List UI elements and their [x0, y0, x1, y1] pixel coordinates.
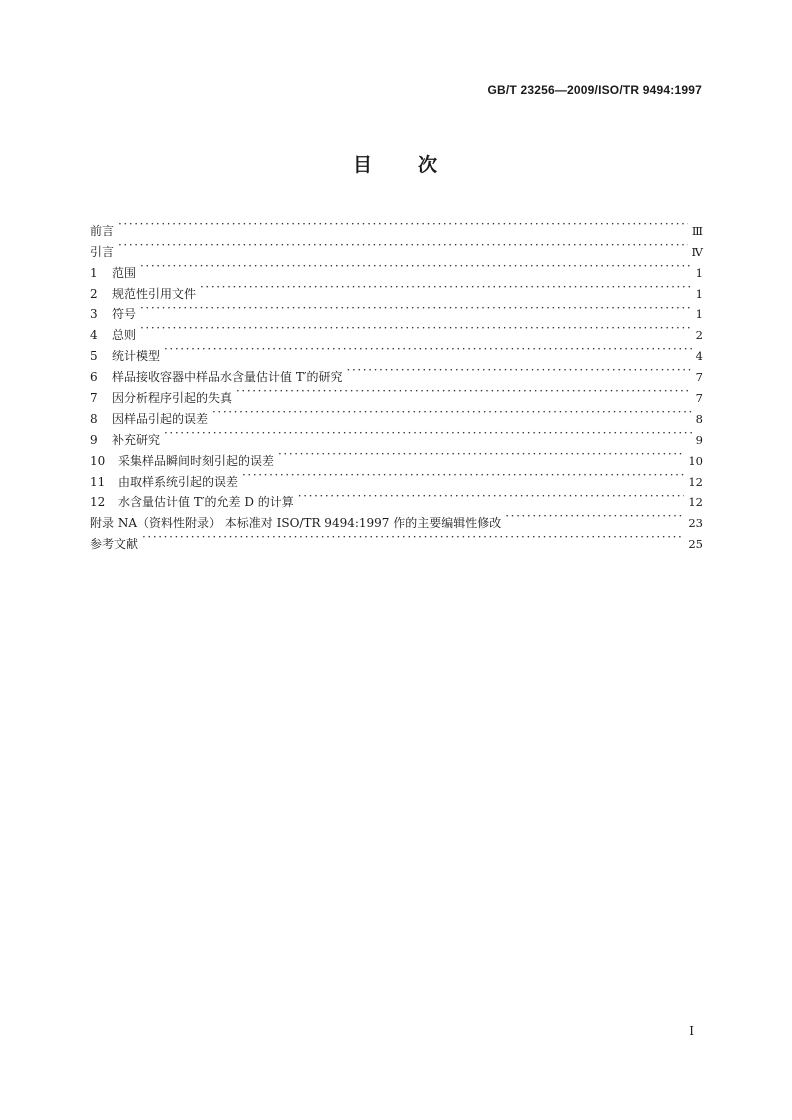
- toc-entry-page: 1: [695, 265, 703, 280]
- toc-entry-label: 因分析程序引起的失真: [112, 391, 233, 406]
- toc-entry-label: 水含量估计值 T′的允差 D 的计算: [118, 495, 294, 510]
- toc-entry-label: 总则: [112, 328, 137, 343]
- toc-leader-dots: [118, 235, 687, 256]
- page-number: I: [689, 1024, 694, 1038]
- toc-entry[interactable]: [90, 527, 703, 552]
- table-of-contents: [90, 214, 703, 552]
- toc-entry-label: 补充研究: [112, 432, 161, 447]
- toc-entry-page: 8: [695, 411, 703, 426]
- toc-entry-page: 1: [695, 307, 703, 322]
- toc-leader-dots: [140, 298, 692, 319]
- toc-entry-page: 7: [695, 370, 703, 385]
- toc-entry-label: 采集样品瞬间时刻引起的误差: [118, 453, 275, 468]
- toc-entry-label: 引言: [90, 244, 115, 259]
- toc-entry-page: Ⅳ: [691, 244, 703, 259]
- toc-leader-dots: [200, 277, 692, 298]
- toc-entry[interactable]: [90, 318, 703, 343]
- toc-leader-dots: [164, 339, 692, 360]
- toc-entry-page: 23: [688, 516, 703, 531]
- toc-entry-page: 9: [695, 432, 703, 447]
- toc-entry-page: 12: [688, 495, 703, 510]
- toc-entry-number: 10: [90, 453, 106, 468]
- toc-entry-page: 1: [695, 286, 703, 301]
- toc-entry-number: 9: [90, 432, 98, 447]
- toc-entry-number: 1: [90, 265, 98, 280]
- toc-entry-label: 统计模型: [112, 349, 161, 364]
- toc-entry-number: 3: [90, 307, 98, 322]
- toc-entry-label: 参考文献: [90, 537, 139, 552]
- toc-entry[interactable]: [90, 256, 703, 280]
- toc-entry-label: 规范性引用文件: [112, 286, 197, 301]
- toc-entry-label: 由取样系统引起的误差: [118, 474, 239, 489]
- toc-leader-dots: [242, 465, 684, 486]
- toc-entry-number: 2: [90, 286, 98, 301]
- toc-entry-label: 符号: [112, 307, 137, 322]
- toc-leader-dots: [140, 318, 692, 339]
- toc-entry-page: 12: [688, 474, 703, 489]
- toc-entry[interactable]: [90, 298, 703, 322]
- toc-entry-page: 25: [688, 537, 703, 552]
- toc-entry-label: 样品接收容器中样品水含量估计值 T′的研究: [112, 370, 343, 385]
- toc-leader-dots: [164, 423, 692, 444]
- toc-entry[interactable]: [90, 360, 703, 385]
- toc-leader-dots: [236, 381, 692, 402]
- toc-entry-number: 11: [90, 474, 106, 489]
- toc-title-char-2: 次: [418, 154, 440, 176]
- toc-entry-label: 范围: [112, 265, 137, 280]
- toc-entry-label: 因样品引起的误差: [112, 411, 209, 426]
- toc-entry-page: 2: [695, 328, 703, 343]
- toc-entry[interactable]: [90, 214, 703, 238]
- toc-entry[interactable]: [90, 277, 703, 301]
- toc-leader-dots: [140, 256, 692, 277]
- toc-entry-number: 4: [90, 328, 98, 343]
- toc-title-char-1: 目: [352, 154, 374, 176]
- toc-entry[interactable]: [90, 423, 703, 447]
- toc-entry-page: 4: [695, 349, 703, 364]
- standard-code: GB/T 23256—2009/ISO/TR 9494:1997: [487, 83, 702, 97]
- toc-entry-number: 8: [90, 411, 98, 426]
- toc-entry-page: Ⅲ: [691, 223, 703, 238]
- toc-leader-dots: [278, 444, 684, 465]
- toc-entry[interactable]: [90, 339, 703, 364]
- toc-entry-label: 前言: [90, 223, 115, 238]
- toc-leader-dots: [118, 214, 688, 235]
- toc-entry-page: 10: [688, 453, 703, 468]
- toc-leader-dots: [505, 506, 684, 527]
- toc-entry-page: 7: [695, 391, 703, 406]
- toc-entry-number: 12: [90, 495, 106, 510]
- toc-entry-number: 7: [90, 391, 98, 406]
- toc-leader-dots: [298, 486, 685, 507]
- toc-leader-dots: [212, 402, 692, 423]
- toc-entry-number: 5: [90, 349, 98, 364]
- toc-entry[interactable]: [90, 235, 703, 259]
- toc-title: [0, 150, 792, 177]
- toc-entry[interactable]: [90, 444, 703, 468]
- toc-leader-dots: [142, 527, 684, 548]
- toc-leader-dots: [347, 360, 692, 381]
- toc-entry-label: 附录 NA（资料性附录） 本标准对 ISO/TR 9494:1997 作的主要编辑性修改: [90, 516, 502, 531]
- toc-entry-number: 6: [90, 370, 98, 385]
